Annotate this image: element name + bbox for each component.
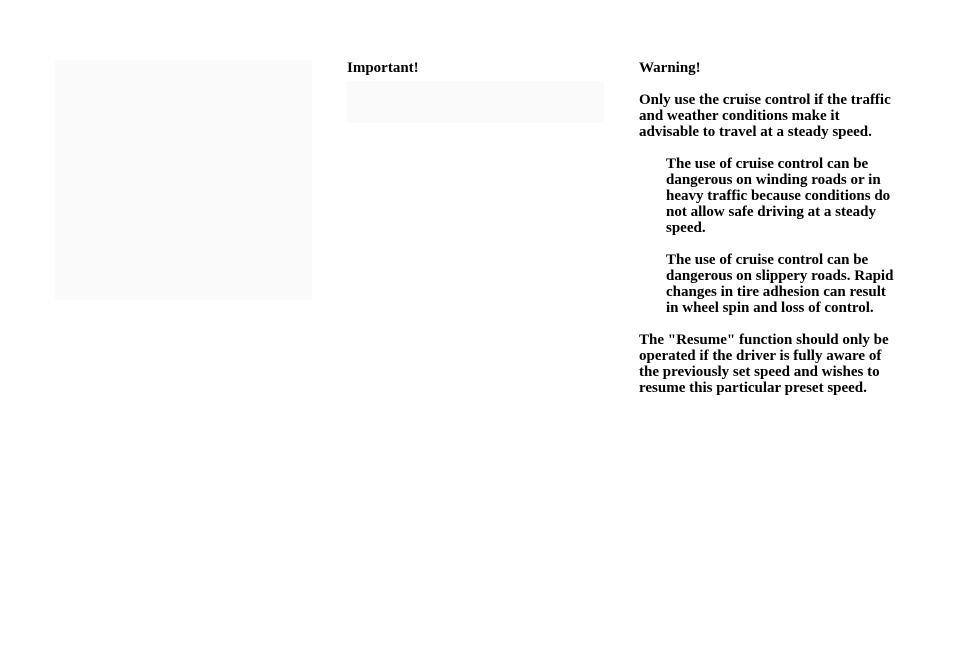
warning-paragraph-indented: The use of cruise control can be dangerous on winding roads or in heavy traffic because conditions do not allow safe driving at a steady speed.: [666, 156, 891, 236]
warning-paragraph: Only use the cruise control if the traffic and weather conditions make it advisable to travel at a steady speed.: [639, 92, 891, 140]
warning-paragraph-indented: The use of cruise control can be dangerous on slippery roads. Rapid changes in tire adhesion can result in wheel spin and loss of control.: [666, 252, 894, 316]
important-column: [347, 60, 607, 123]
warning-paragraph: The "Resume" function should only be operated if the driver is fully aware of the previously set speed and wishes to resume this particular preset speed.: [639, 332, 889, 396]
important-content-box: [347, 81, 604, 123]
image-placeholder: [55, 60, 312, 300]
warning-column: [639, 60, 901, 396]
important-heading: Important!: [347, 60, 419, 76]
warning-heading: Warning!: [639, 60, 701, 76]
